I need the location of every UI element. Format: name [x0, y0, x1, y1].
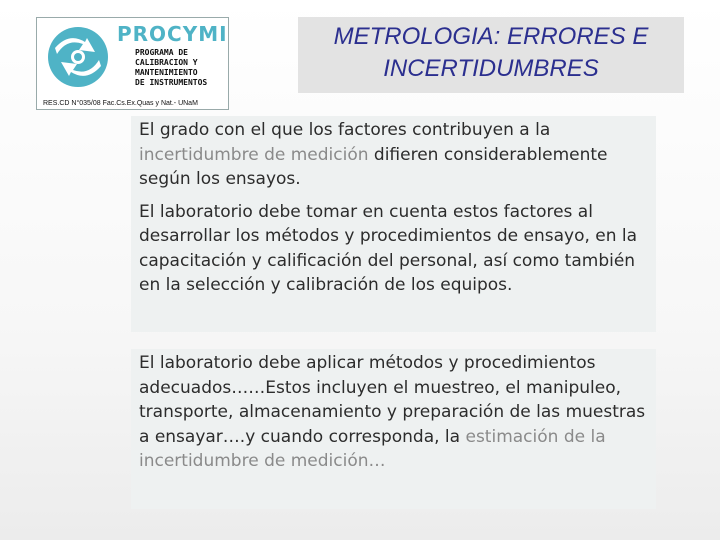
logo-resolution-text: RES.CD N°035/08 Fac.Cs.Ex.Quas y Nat.- UNaM	[43, 100, 198, 107]
paragraph-3	[139, 351, 650, 474]
highlight-incertidumbre: incertidumbre de medición	[139, 144, 369, 165]
title-line-2: INCERTIDUMBRES	[383, 55, 599, 82]
title-box	[298, 17, 684, 93]
text-panel-2	[131, 349, 656, 509]
logo-line: MANTENIMIENTO	[135, 68, 198, 77]
paragraph-2: El laboratorio debe tomar en cuenta estos factores al desarrollar los métodos y procedimientos de ensayo, en la capacitación y calificación del personal, así como también en la selección y calibración de los equipos.	[139, 201, 638, 295]
paragraph-1-text-a: El grado con el que los factores contribuyen a la	[139, 120, 551, 140]
procymi-logo	[36, 17, 229, 110]
logo-line: PROGRAMA DE	[135, 48, 188, 57]
paragraph-1-text-b: difieren considerablemente según los ensayos.	[139, 144, 608, 189]
title-line-1: METROLOGIA: ERRORES E	[333, 23, 649, 50]
logo-line: DE INSTRUMENTOS	[135, 78, 208, 87]
procymi-emblem-icon	[45, 24, 111, 90]
paragraph-1	[139, 118, 650, 192]
highlight-estimacion: estimación de la incertidumbre de medición…	[139, 426, 606, 471]
paragraph-3-text: El laboratorio debe aplicar métodos y procedimientos adecuados……Estos incluyen el muestreo, el manipuleo, transporte, almacenamiento y preparación de las muestras a ensayar….y cuando corresponda, la	[139, 353, 646, 447]
logo-name: PROCYMI	[117, 22, 228, 46]
text-panel-1	[131, 116, 656, 332]
slide-title	[298, 17, 684, 85]
logo-line: CALIBRACION Y	[135, 58, 198, 67]
logo-program-text	[135, 48, 227, 88]
